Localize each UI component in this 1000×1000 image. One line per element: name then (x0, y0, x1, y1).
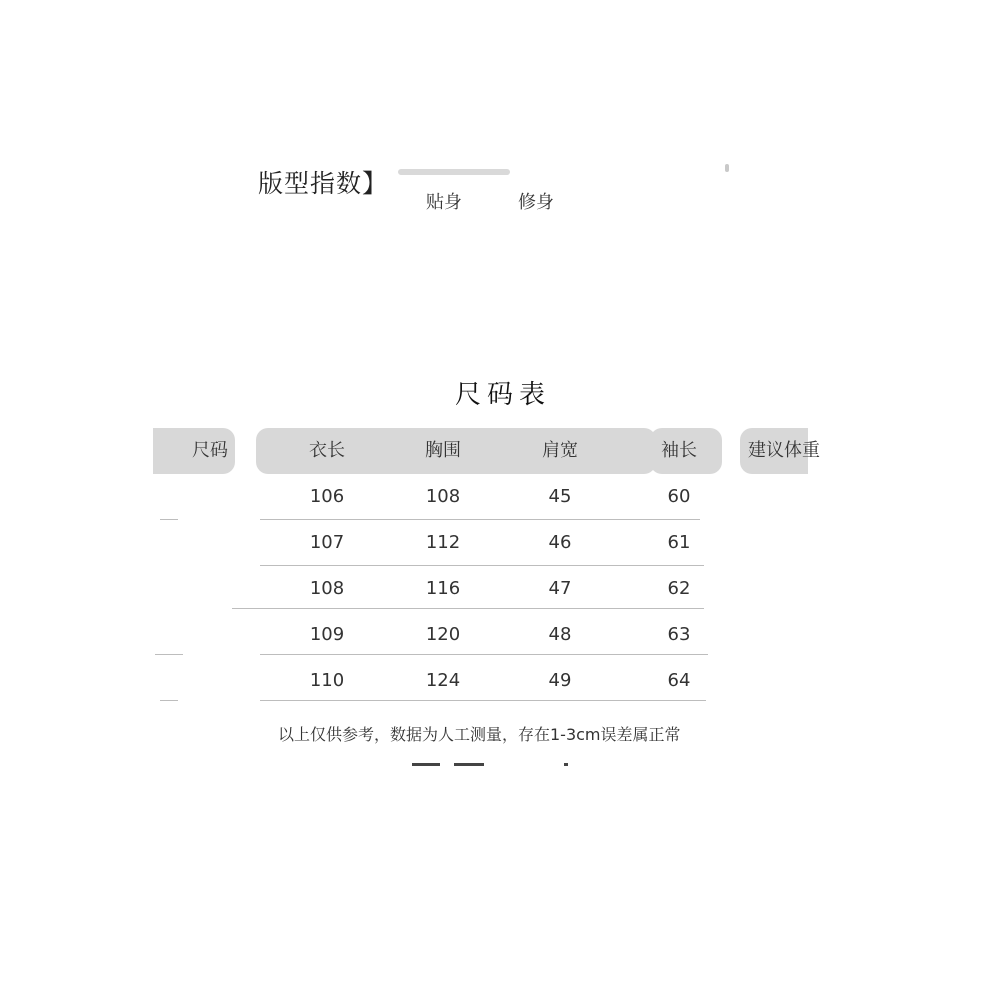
row-divider (260, 654, 708, 655)
table-cell: 108 (309, 578, 345, 599)
fit-option-slim: 修身 (518, 192, 554, 213)
fit-index-title: 版型指数】 (258, 169, 389, 198)
header-size: 尺码 (192, 440, 228, 461)
table-cell: 46 (548, 532, 572, 553)
row-divider (160, 700, 178, 701)
table-cell: 48 (548, 624, 572, 645)
header-weight: 建议体重 (748, 440, 820, 461)
table-cell: 61 (667, 532, 691, 553)
row-divider (260, 565, 704, 566)
size-chart-heading: 尺码表 (455, 380, 552, 410)
row-divider (155, 654, 183, 655)
table-cell: 106 (309, 486, 345, 507)
table-cell: 60 (667, 486, 691, 507)
row-divider (260, 700, 706, 701)
header-sleeve: 袖长 (661, 440, 697, 461)
row-divider (160, 519, 178, 520)
table-cell: 110 (309, 670, 345, 691)
row-divider (232, 608, 704, 609)
table-cell: 63 (667, 624, 691, 645)
header-length: 衣长 (309, 440, 345, 461)
table-cell: 108 (425, 486, 461, 507)
table-cell: 124 (425, 670, 461, 691)
table-cell: 45 (548, 486, 572, 507)
table-cell: 62 (667, 578, 691, 599)
decorative-mark (412, 763, 440, 766)
table-cell: 120 (425, 624, 461, 645)
decorative-mark (564, 763, 568, 766)
table-cell: 109 (309, 624, 345, 645)
size-chart-note: 以上仅供参考，数据为人工测量，存在1-3cm误差属正常 (278, 725, 681, 744)
header-shoulder: 肩宽 (542, 440, 578, 461)
table-cell: 49 (548, 670, 572, 691)
decorative-mark (454, 763, 484, 766)
table-cell: 112 (425, 532, 461, 553)
table-cell: 64 (667, 670, 691, 691)
table-cell: 116 (425, 578, 461, 599)
table-cell: 107 (309, 532, 345, 553)
table-cell: 47 (548, 578, 572, 599)
header-chest: 胸围 (425, 440, 461, 461)
fit-index-scale-bar (398, 169, 510, 175)
fit-scale-marker (725, 164, 729, 172)
row-divider (260, 519, 700, 520)
fit-option-tight: 贴身 (426, 192, 462, 213)
